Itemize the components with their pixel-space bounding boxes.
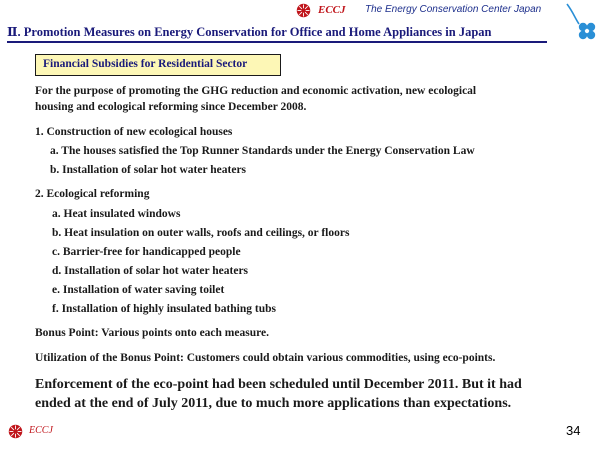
enforcement-line-1: Enforcement of the eco-point had been scheduled until December 2011. But it had <box>35 377 522 392</box>
clover-logo-icon <box>563 2 597 44</box>
enforcement-line-2: ended at the end of July 2011, due to much more applications than expectations. <box>35 396 512 411</box>
section2-item-c: c. Barrier-free for handicapped people <box>52 246 241 258</box>
footer-org-abbr: ECCJ <box>29 425 53 436</box>
section1-item-a: a. The houses satisfied the Top Runner Standards under the Energy Conservation Law <box>50 145 475 157</box>
page-number: 34 <box>566 423 581 438</box>
footer-eccj-logo-icon <box>8 424 23 439</box>
eccj-logo-icon <box>296 3 311 18</box>
section2-item-d: d. Installation of solar hot water heaters <box>52 265 249 277</box>
title-underline <box>7 41 547 43</box>
section2-heading: 2. Ecological reforming <box>35 188 150 200</box>
section-subtitle: Financial Subsidies for Residential Sector <box>35 54 281 76</box>
section2-item-e: e. Installation of water saving toilet <box>52 284 225 296</box>
utilization-text: Utilization of the Bonus Point: Customers could obtain various commodities, using eco-points. <box>35 352 496 364</box>
section1-heading: 1. Construction of new ecological houses <box>35 126 233 138</box>
intro-line-2: housing and ecological reforming since December 2008. <box>35 101 307 113</box>
header-org-name: The Energy Conservation Center Japan <box>365 4 542 15</box>
header-org-abbr: ECCJ <box>318 4 346 16</box>
intro-line-1: For the purpose of promoting the GHG reduction and economic activation, new ecological <box>35 85 477 97</box>
section2-item-a: a. Heat insulated windows <box>52 208 181 220</box>
section2-item-f: f. Installation of highly insulated bathing tubs <box>52 303 276 315</box>
bonus-point-text: Bonus Point: Various points onto each measure. <box>35 327 269 339</box>
section1-item-b: b. Installation of solar hot water heaters <box>50 164 247 176</box>
page-title: Ⅱ. Promotion Measures on Energy Conservation for Office and Home Appliances in Japan <box>7 25 492 39</box>
section2-item-b: b. Heat insulation on outer walls, roofs and ceilings, or floors <box>52 227 350 239</box>
